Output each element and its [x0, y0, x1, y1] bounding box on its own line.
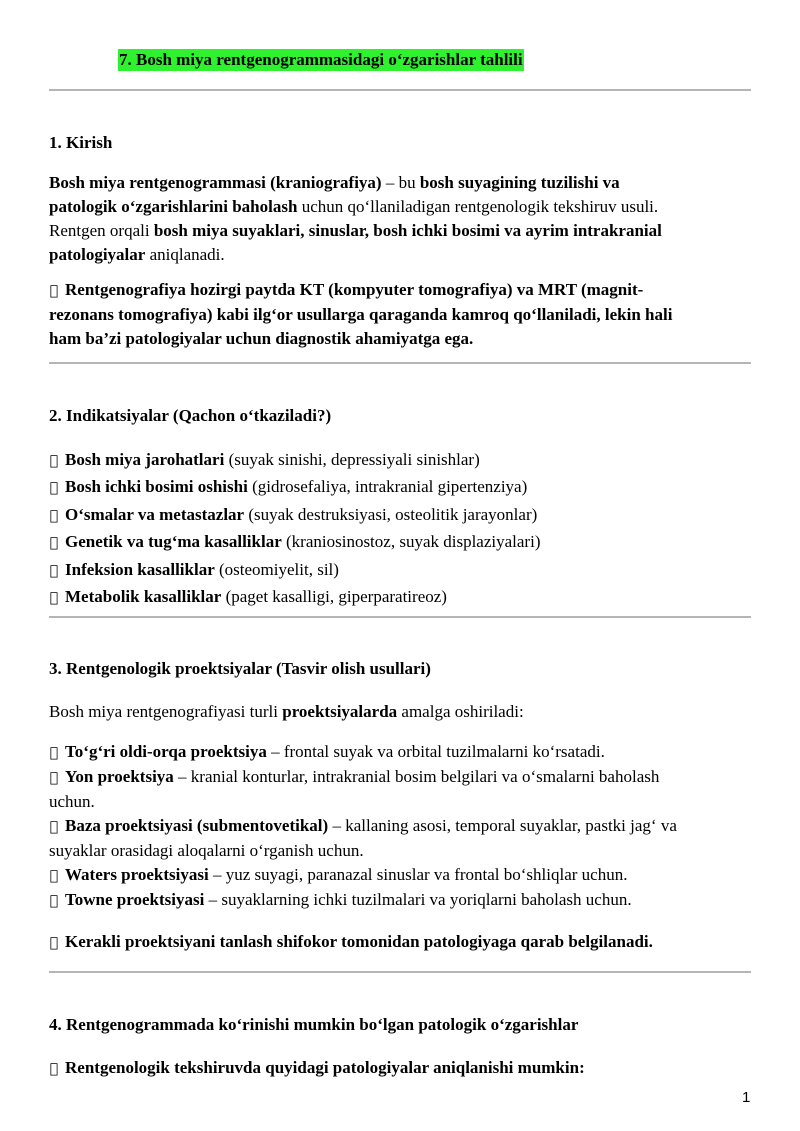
- bullet-icon: [49, 476, 59, 501]
- divider: [49, 616, 751, 618]
- list-item: Genetik va tug‘ma kasalliklar (kraniosinostoz, suyak displaziyalari): [49, 529, 754, 556]
- bullet-icon: [49, 504, 59, 529]
- divider: [49, 89, 751, 91]
- list-item: Metabolik kasalliklar (paget kasalligi, giperparatireoz): [49, 584, 754, 611]
- divider: [49, 971, 751, 973]
- divider: [49, 362, 751, 364]
- list-item: Bosh miya jarohatlari (suyak sinishi, depressiyali sinishlar): [49, 447, 754, 474]
- list-item: Towne proektsiyasi – suyaklarning ichki tuzilmalari va yoriqlarni baholash uchun.: [49, 888, 754, 913]
- section-4-note: Rentgenologik tekshiruvda quyidagi patologiyalar aniqlanishi mumkin:: [49, 1056, 754, 1081]
- document-title: 7. Bosh miya rentgenogrammasidagi o‘zgarishlar tahlili: [119, 50, 523, 69]
- bullet-icon: [49, 815, 59, 839]
- bullet-icon: [49, 931, 59, 955]
- bullet-icon: [49, 766, 59, 790]
- list-item: To‘g‘ri oldi-orqa proektsiya – frontal suyak va orbital tuzilmalarni ko‘rsatadi.: [49, 740, 754, 765]
- list-item: Yon proektsiya – kranial konturlar, intrakranial bosim belgilari va o‘smalarni baholash uchun.: [49, 766, 660, 809]
- section-3-heading: 3. Rentgenologik proektsiyalar (Tasvir olish usullari): [49, 659, 431, 678]
- indications-list: [49, 447, 754, 611]
- bullet-icon: [49, 741, 59, 765]
- section-3-intro: Bosh miya rentgenografiyasi turli proektsiyalarda amalga oshiriladi:: [49, 702, 524, 721]
- list-item: Bosh ichki bosimi oshishi (gidrosefaliya, intrakranial gipertenziya): [49, 474, 754, 501]
- bullet-icon: [49, 279, 59, 303]
- section-1-paragraph: Bosh miya rentgenogrammasi (kraniografiya) – bu bosh suyagining tuzilishi va patologik o‘zgarishlarini baholash uchun qo‘llaniladigan rentgenologik tekshiruv usuli. Rentgen orqali bosh miya suyaklari, sinuslar, bosh ichki bosimi va ayrim intrakranial patologiyalar aniqlanadi.: [49, 173, 662, 264]
- bullet-icon: [49, 586, 59, 611]
- list-item: Waters proektsiyasi – yuz suyagi, paranazal sinuslar va frontal bo‘shliqlar uchun.: [49, 863, 754, 888]
- list-item: Baza proektsiyasi (submentovetikal) – kallaning asosi, temporal suyaklar, pastki jag‘ va suyaklar orasidagi aloqalarni o‘rganish uchun.: [49, 814, 677, 857]
- list-item: O‘smalar va metastazlar (suyak destruksiyasi, osteolitik jarayonlar): [49, 502, 754, 529]
- section-1-heading: 1. Kirish: [49, 133, 113, 152]
- bullet-icon: [49, 1057, 59, 1081]
- page-number: 1: [742, 1089, 751, 1106]
- list-item: Infeksion kasalliklar (osteomiyelit, sil): [49, 557, 754, 584]
- bullet-icon: [49, 531, 59, 556]
- section-3-note: Kerakli proektsiyani tanlash shifokor tomonidan patologiyaga qarab belgilanadi.: [49, 930, 754, 955]
- section-4-heading: 4. Rentgenogrammada ko‘rinishi mumkin bo‘lgan patologik o‘zgarishlar: [49, 1015, 579, 1034]
- bullet-icon: [49, 449, 59, 474]
- projections-list: [49, 740, 754, 913]
- bullet-icon: [49, 864, 59, 888]
- section-1-note: Rentgenografiya hozirgi paytda KT (kompyuter tomografiya) va MRT (magnit- rezonans tomografiya) kabi ilg‘or usullarga qaraganda kamroq qo‘llaniladi, lekin hali ham ba’zi patologiyalar uchun diagnostik ahamiyatga ega.: [49, 280, 673, 347]
- bullet-icon: [49, 559, 59, 584]
- bullet-icon: [49, 889, 59, 913]
- section-2-heading: 2. Indikatsiyalar (Qachon o‘tkaziladi?): [49, 406, 332, 425]
